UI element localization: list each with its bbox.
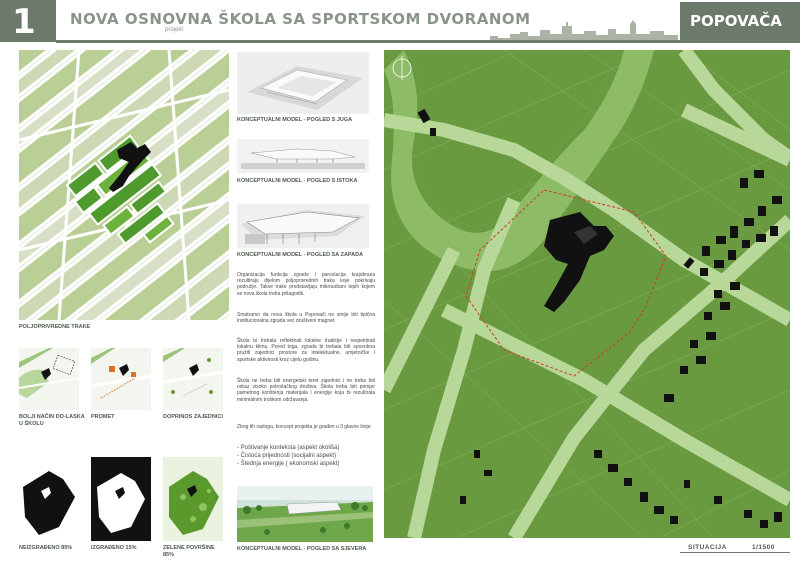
thumb-built-caption: IZGRAĐENO 15%: [91, 545, 137, 551]
render-west: [237, 204, 369, 248]
thumb-unbuilt-caption: NEIZGRAĐENO 85%: [19, 545, 73, 551]
header: [0, 0, 800, 42]
footer-rule: [680, 552, 790, 553]
sheet-number: 1: [12, 2, 36, 42]
thumb-community-caption: DOPRINOS ZAJEDNICI: [163, 414, 223, 420]
render-east-image: [237, 139, 369, 173]
thumb-unbuilt-image: [19, 457, 79, 541]
concept-paragraph-1: Organizacija funkcija zgrade i parcelacija krajobraza rezultiraju dijelom poljoprivrednih traka koje pokrivaju područje. Takve trake predstavljaju mikrourbani tepih kojem se nova škola treba prilagoditi.: [237, 272, 375, 297]
header-rule: [56, 40, 800, 43]
concept-list: [237, 444, 375, 468]
concept-paragraph-2: Smatramo da nova škola u Popovači ne smije biti tipična institucionalna zgrada već društveni magnet.: [237, 312, 375, 325]
thumb-access: [19, 348, 79, 410]
render-north-caption: KONCEPTUALNI MODEL - POGLED SA SJEVERA: [237, 546, 367, 552]
site-plan-drawing: [384, 50, 790, 538]
render-south-image: [237, 52, 369, 114]
project-title: NOVA OSNOVNA ŠKOLA SA SPORTSKOM DVORANOM: [70, 10, 531, 28]
render-north-image: [237, 486, 373, 542]
thumb-green: [163, 457, 223, 541]
thumb-community: [163, 348, 223, 410]
thumb-traffic-caption: PROMET: [91, 414, 115, 420]
concept-paragraph-4: Škola ne treba biti energetski teret zajednici i ne treba biti odraz visoko potrošačkog društva. Škola treba biti primjer pametnog korištenja materijala i energije koja bi rezultirala minimalnim troškom održavanja.: [237, 378, 375, 403]
agricultural-strips-plan: [19, 50, 229, 320]
render-south: [237, 52, 369, 114]
thumb-access-image: [19, 348, 79, 410]
thumb-traffic: [91, 348, 151, 410]
render-east: [237, 139, 369, 173]
concept-paragraph-5: Zbog tih razloga, koncept projekta je građen u 3 glavne linije:: [237, 424, 372, 430]
thumb-traffic-image: [91, 348, 151, 410]
situacija-label: SITUACIJA: [688, 544, 727, 551]
concept-list-item: - Čistoća prijednosti (socijalni aspekt): [237, 453, 337, 459]
plan-caption: POLJOPRIVREDNE TRAKE: [19, 324, 91, 330]
render-east-caption: KONCEPTUALNI MODEL - POGLED S ISTOKA: [237, 178, 358, 184]
skyline-silhouette: [480, 14, 678, 42]
render-south-caption: KONCEPTUALNI MODEL - POGLED S JUGA: [237, 117, 353, 123]
concept-list-item: - Štednja energije ( ekonomski aspekt): [237, 461, 340, 467]
agricultural-strips-drawing: [19, 50, 229, 320]
render-west-caption: KONCEPTUALNI MODEL - POGLED SA ZAPADA: [237, 252, 364, 258]
thumb-access-caption: BOLJI NAČIN DO-LASKA U ŠKOLU: [19, 414, 85, 427]
city-name-box: [680, 2, 800, 40]
render-north: [237, 486, 373, 542]
thumb-green-image: [163, 457, 223, 541]
scale-label: 1/1500: [752, 544, 775, 551]
thumb-built-image: [91, 457, 151, 541]
site-plan: [384, 50, 790, 538]
concept-list-item: - Poštivanje konteksta (aspekt okoliša): [237, 445, 340, 451]
thumb-community-image: [163, 348, 223, 410]
thumb-unbuilt: [19, 457, 79, 541]
thumb-green-caption: ZELENE POVRŠINE 85%: [163, 545, 215, 558]
thumb-built: [91, 457, 151, 541]
render-west-image: [237, 204, 369, 248]
project-subtitle: projekt: [165, 27, 184, 33]
sheet-number-box: [0, 0, 56, 42]
city-name: POPOVAČA: [690, 12, 782, 30]
concept-paragraph-3: Škola bi trebala reflektirati lokalne tradicije i respektirati lokalnu klimu. Pored toga, zgrada bi trebala biti sposobna pružiti zajednici prostore za intelektualne, umjetničke i sportske aktivnosti kroz cijelu godinu.: [237, 338, 375, 363]
